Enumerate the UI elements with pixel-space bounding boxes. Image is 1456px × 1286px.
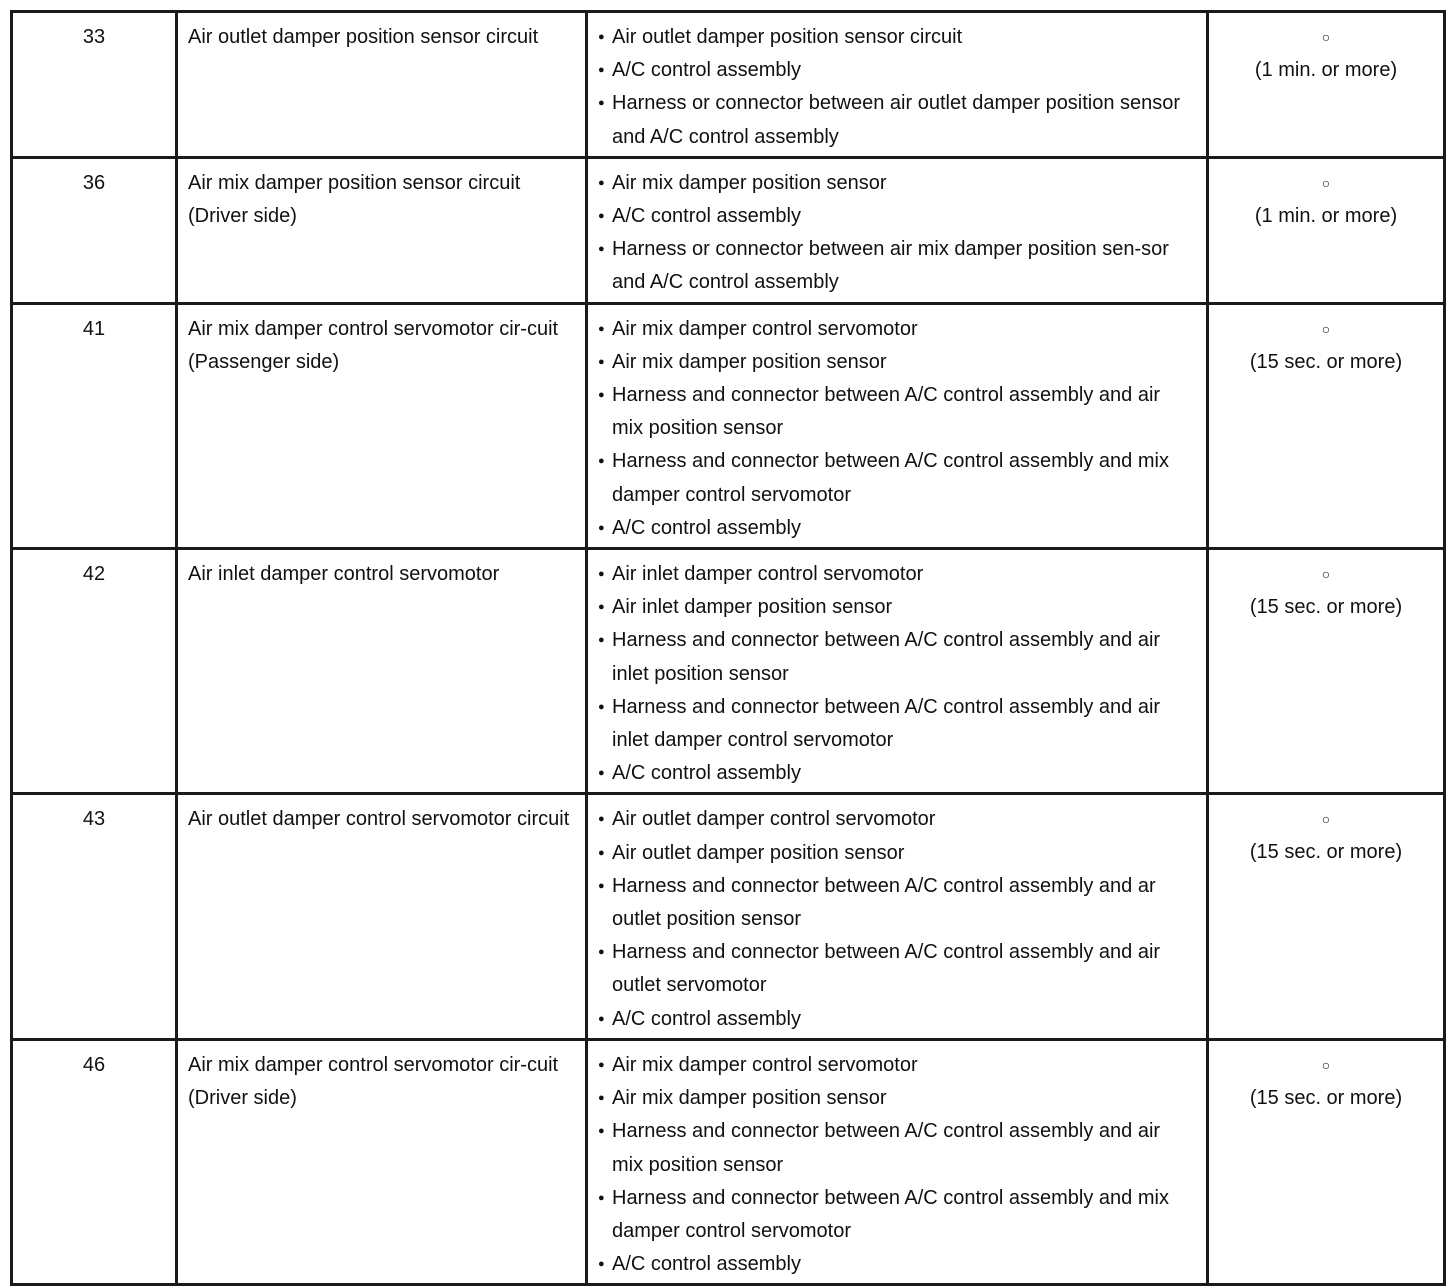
trouble-area-item: ● Air mix damper position sensor	[598, 1082, 1196, 1115]
trouble-area-cell	[587, 794, 1208, 1039]
trouble-area-item: ● Air mix damper control servomotor	[598, 313, 1196, 346]
memory-cell	[1208, 303, 1445, 548]
trouble-area-item: ● A/C control assembly	[598, 757, 1196, 790]
trouble-area-cell	[587, 549, 1208, 794]
trouble-area-item: ● Harness or connector between air mix damper position sen-sor and A/C control assembly	[598, 233, 1196, 299]
memory-cell	[1208, 157, 1445, 303]
dtc-code: 33	[12, 12, 177, 158]
dtc-code: 41	[12, 303, 177, 548]
trouble-area-item: ● Air outlet damper position sensor circuit	[598, 21, 1196, 54]
trouble-area-item: ● Harness and connector between A/C control assembly and mix damper control servomotor	[598, 1182, 1196, 1248]
detection-item: Air outlet damper control servomotor circuit	[177, 794, 587, 1039]
dtc-code: 36	[12, 157, 177, 303]
trouble-area-item: ● Harness and connector between A/C control assembly and air outlet servomotor	[598, 936, 1196, 1002]
memory-note: (1 min. or more)	[1254, 204, 1398, 227]
trouble-area-cell	[587, 12, 1208, 158]
memory-circle-icon: ○	[1321, 566, 1331, 583]
trouble-area-item: ● A/C control assembly	[598, 54, 1196, 87]
trouble-area-list	[598, 21, 1196, 154]
trouble-area-item: ● A/C control assembly	[598, 200, 1196, 233]
memory-circle-icon: ○	[1321, 320, 1331, 337]
trouble-area-cell	[587, 157, 1208, 303]
trouble-area-item: ● Air outlet damper control servomotor	[598, 803, 1196, 836]
memory-cell	[1208, 549, 1445, 794]
trouble-area-item: ● Harness and connector between A/C control assembly and mix damper control servomotor	[598, 445, 1196, 511]
memory-circle-icon: ○	[1321, 1056, 1331, 1073]
memory-circle-icon: ○	[1321, 811, 1331, 828]
table-row	[12, 303, 1445, 548]
table-row	[12, 157, 1445, 303]
trouble-area-item: ● Harness or connector between air outlet damper position sensor and A/C control assembly	[598, 87, 1196, 153]
dtc-code: 46	[12, 1039, 177, 1284]
memory-note: (15 sec. or more)	[1249, 841, 1403, 864]
table-row	[12, 12, 1445, 158]
table-row	[12, 794, 1445, 1039]
trouble-area-cell	[587, 303, 1208, 548]
trouble-area-item: ● Harness and connector between A/C control assembly and air inlet position sensor	[598, 624, 1196, 690]
trouble-area-item: ● Harness and connector between A/C control assembly and air inlet damper control servomotor	[598, 691, 1196, 757]
trouble-area-item: ● Air mix damper position sensor	[598, 346, 1196, 379]
trouble-area-item: ● Air outlet damper position sensor	[598, 837, 1196, 870]
memory-note: (15 sec. or more)	[1249, 350, 1403, 373]
memory-note: (15 sec. or more)	[1249, 596, 1403, 619]
trouble-area-item: ● Air inlet damper position sensor	[598, 591, 1196, 624]
detection-item: Air mix damper control servomotor cir-cuit (Driver side)	[177, 1039, 587, 1284]
trouble-area-item: ● Harness and connector between A/C control assembly and air mix position sensor	[598, 1115, 1196, 1181]
trouble-area-list	[598, 167, 1196, 300]
trouble-area-item: ● Air inlet damper control servomotor	[598, 558, 1196, 591]
trouble-area-list	[598, 558, 1196, 790]
detection-item: Air outlet damper position sensor circuit	[177, 12, 587, 158]
memory-cell	[1208, 1039, 1445, 1284]
detection-item: Air mix damper position sensor circuit (Driver side)	[177, 157, 587, 303]
memory-cell	[1208, 12, 1445, 158]
table-row	[12, 549, 1445, 794]
trouble-area-list	[598, 313, 1196, 545]
dtc-code: 42	[12, 549, 177, 794]
memory-note: (15 sec. or more)	[1249, 1086, 1403, 1109]
trouble-area-cell	[587, 1039, 1208, 1284]
trouble-area-item: ● Harness and connector between A/C control assembly and ar outlet position sensor	[598, 870, 1196, 936]
memory-note: (1 min. or more)	[1254, 59, 1398, 81]
trouble-area-item: ● A/C control assembly	[598, 512, 1196, 545]
trouble-area-item: ● Harness and connector between A/C control assembly and air mix position sensor	[598, 379, 1196, 445]
trouble-area-item: ● A/C control assembly	[598, 1248, 1196, 1281]
detection-item: Air inlet damper control servomotor	[177, 549, 587, 794]
dtc-code: 43	[12, 794, 177, 1039]
trouble-area-list	[598, 1049, 1196, 1281]
memory-cell	[1208, 794, 1445, 1039]
trouble-area-item: ● Air mix damper position sensor	[598, 167, 1196, 200]
trouble-area-item: ● Air mix damper control servomotor	[598, 1049, 1196, 1082]
memory-circle-icon: ○	[1321, 29, 1331, 45]
dtc-table	[10, 10, 1446, 1286]
trouble-area-item: ● A/C control assembly	[598, 1003, 1196, 1036]
table-row	[12, 1039, 1445, 1284]
detection-item: Air mix damper control servomotor cir-cuit (Passenger side)	[177, 303, 587, 548]
trouble-area-list	[598, 803, 1196, 1035]
memory-circle-icon: ○	[1321, 174, 1331, 191]
